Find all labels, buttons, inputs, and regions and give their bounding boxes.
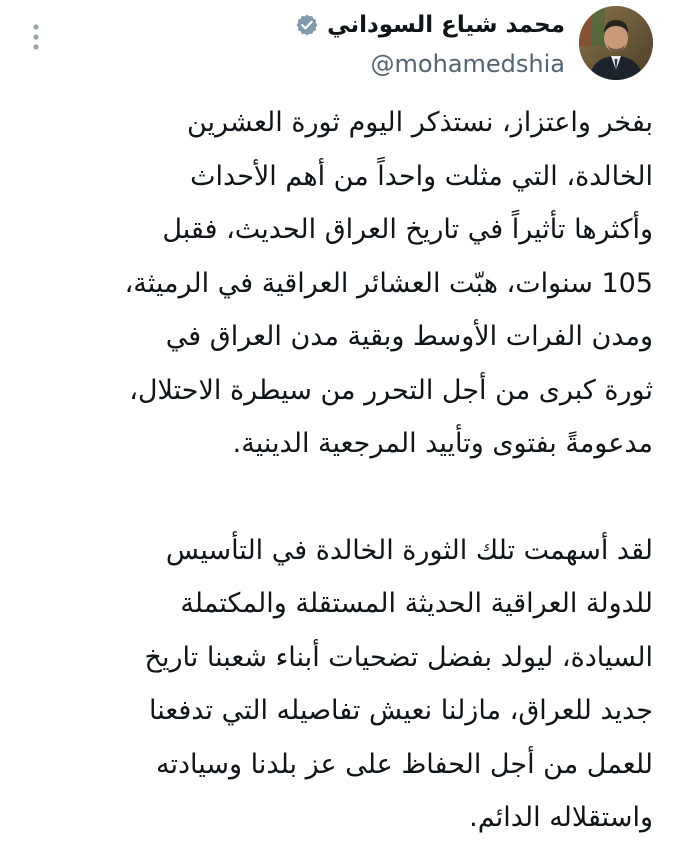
post-paragraph-1: بفخر واعتزاز، نستذكر اليوم ثورة العشرين الخالدة، التي مثلت واحداً من أهم الأحداث وأكثرها تأثيراً في تاريخ العراق الحديث، فقبل 105 سنوات، هبّت العشائر العراقية في الرميثة، ومدن الفرات الأوسط وبقية مدن العراق في ثورة كبرى من أجل التحرر من سيطرة الاحتلال، مدعومةً بفتوى وتأييد المرجعية الدينية. xyxy=(124,107,653,459)
more-vertical-icon[interactable] xyxy=(30,22,42,52)
author-display-name[interactable]: محمد شياع السوداني xyxy=(327,12,565,38)
author-identity[interactable] xyxy=(295,8,565,78)
post-paragraph-2: لقد أسهمت تلك الثورة الخالدة في التأسيس للدولة العراقية الحديثة المستقلة والمكتملة السيادة، ليولد بفضل تضحيات أبناء شعبنا تاريخ جديد للعراق، مازلنا نعيش تفاصيله التي تدفعنا للعمل من أجل الحفاظ على عز بلدنا وسيادته واستقلاله الدائم. xyxy=(144,534,653,833)
avatar[interactable] xyxy=(579,6,653,80)
post-header xyxy=(0,0,675,100)
author-handle[interactable]: @mohamedshia xyxy=(370,50,565,78)
verified-badge-icon xyxy=(295,13,319,37)
post-body xyxy=(40,96,653,845)
author-name-row xyxy=(295,8,565,42)
